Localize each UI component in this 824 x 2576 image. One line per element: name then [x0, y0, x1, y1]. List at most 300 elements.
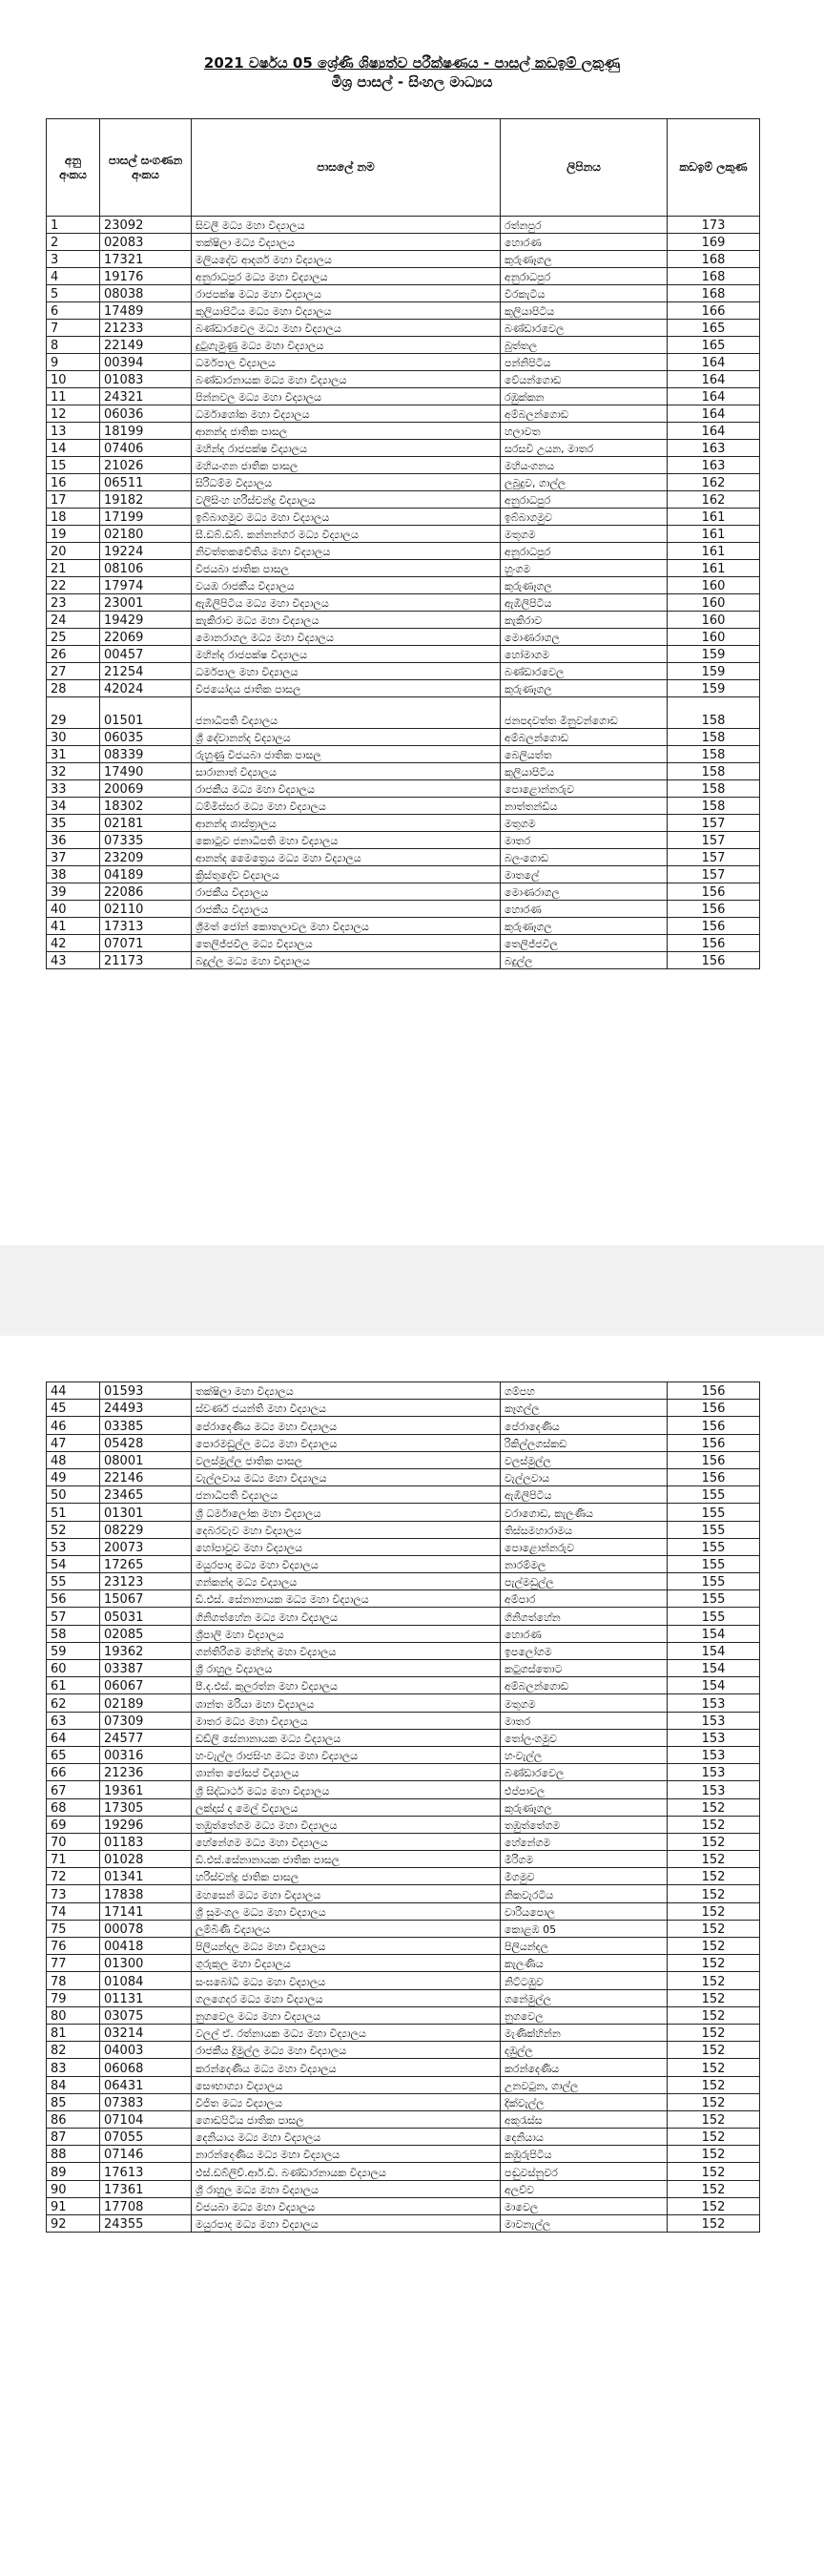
school-name: හේනේගම මධ්‍ය මහා විද්‍යාලය — [192, 1833, 501, 1850]
census-number: 19429 — [100, 612, 192, 629]
table-row — [47, 1746, 760, 1763]
school-name: කරන්දෙණිය මධ්‍ය මහා විද්‍යාලය — [192, 2059, 501, 2076]
cutoff-mark: 152 — [668, 2110, 760, 2128]
cutoff-mark: 152 — [668, 1851, 760, 1868]
school-address: අනුරාධපුර — [501, 491, 668, 509]
school-name: තක්ෂිලා මධ්‍ය විද්‍යාලය — [192, 234, 501, 251]
census-number: 02110 — [100, 901, 192, 918]
school-name: බණ්ඩාරනායක මධ්‍ය මහා විද්‍යාලය — [192, 371, 501, 388]
school-address: තඹුත්තේගම — [501, 1816, 668, 1833]
cutoff-mark: 163 — [668, 440, 760, 457]
school-address: දික්වැල්ල — [501, 2093, 668, 2110]
cutoff-mark: 156 — [668, 952, 760, 969]
table-row — [47, 1938, 760, 1955]
school-address: කරන්දෙණිය — [501, 2059, 668, 2076]
table-row — [47, 1521, 760, 1538]
row-number: 75 — [47, 1920, 100, 1937]
row-number: 34 — [47, 798, 100, 815]
school-address: අනුරාධපුර — [501, 268, 668, 285]
school-name: ධර්මපාල මහා විද්‍යාලය — [192, 663, 501, 680]
cutoff-mark: 164 — [668, 423, 760, 440]
school-name: ආනන්ද ශාස්ත්‍රාලය — [192, 815, 501, 832]
cutoff-mark: 156 — [668, 1468, 760, 1485]
school-name: නිවත්තකචේතිය මහා විද්‍යාලය — [192, 543, 501, 560]
row-number: 17 — [47, 491, 100, 509]
table-row — [47, 2093, 760, 2110]
school-name: ආනන්ද ජාතික පාසල — [192, 423, 501, 440]
school-address: නිකවැරටිය — [501, 1885, 668, 1902]
table-row — [47, 1972, 760, 1989]
census-number: 06036 — [100, 405, 192, 423]
census-number: 00394 — [100, 354, 192, 371]
school-address: නුගවෙල — [501, 2006, 668, 2024]
census-number: 02180 — [100, 526, 192, 543]
school-address: අනුරාධපුර — [501, 543, 668, 560]
school-name: එස්.ඩබ්ලිව්.ආර්.ඩී. බණ්ඩාරනායක විද්‍යාලය — [192, 2163, 501, 2180]
header-address: ලිපිනය — [501, 119, 668, 217]
school-name: තඹුත්තේගම මධ්‍ය මහා විද්‍යාලය — [192, 1816, 501, 1833]
school-name: දෙබරවැව මහා විද්‍යාලය — [192, 1521, 501, 1538]
census-number: 06067 — [100, 1677, 192, 1694]
table-body-page-2 — [47, 1382, 760, 2233]
row-number: 24 — [47, 612, 100, 629]
census-number: 08339 — [100, 746, 192, 763]
row-number: 90 — [47, 2180, 100, 2197]
row-number: 77 — [47, 1955, 100, 1972]
census-number: 20069 — [100, 780, 192, 798]
table-row — [47, 1851, 760, 1868]
school-name: මලියදේව ආදර්ශ මහා විද්‍යාලය — [192, 251, 501, 268]
table-row — [47, 285, 760, 302]
title-line-1: 2021 වර්ෂය 05 ශ්‍රේණි ශිෂ්‍යත්ව පරීක්ෂණය - පාසල් කඩඉම් ලකුණු — [203, 54, 621, 72]
cutoff-mark: 161 — [668, 543, 760, 560]
school-address: අම්බලන්ගොඩ — [501, 405, 668, 423]
table-row — [47, 798, 760, 815]
census-number: 07383 — [100, 2093, 192, 2110]
school-address: පඬුවස්නුවර — [501, 2163, 668, 2180]
school-name: ගුරුකුල මහා විද්‍යාලය — [192, 1955, 501, 1972]
census-number: 01131 — [100, 1989, 192, 2006]
school-address: කැකිරාව — [501, 612, 668, 629]
table-row — [47, 1833, 760, 1850]
school-name: ශාන්ත මරියා මහා විද්‍යාලය — [192, 1694, 501, 1712]
row-number: 88 — [47, 2146, 100, 2163]
school-address: රිකිල්ලගස්කඩ — [501, 1434, 668, 1451]
census-number: 07335 — [100, 832, 192, 849]
school-name: ධර්මපාල විද්‍යාලය — [192, 354, 501, 371]
school-address: බෙලියත්ත — [501, 746, 668, 763]
school-name: ගොඩපිටිය ජාතික පාසල — [192, 2110, 501, 2128]
table-row — [47, 234, 760, 251]
row-number: 43 — [47, 952, 100, 969]
census-number: 02189 — [100, 1694, 192, 1712]
census-number: 02085 — [100, 1625, 192, 1642]
census-number: 07071 — [100, 935, 192, 952]
school-name: ශ්‍රී රාහුල විද්‍යාලය — [192, 1660, 501, 1677]
cutoff-mark: 156 — [668, 883, 760, 901]
cutoff-mark: 153 — [668, 1764, 760, 1781]
row-number: 64 — [47, 1729, 100, 1746]
school-address: දෙනියාය — [501, 2129, 668, 2146]
cutoff-mark: 152 — [668, 2215, 760, 2233]
cutoff-mark: 165 — [668, 320, 760, 337]
cutoff-mark: 156 — [668, 935, 760, 952]
row-number: 41 — [47, 918, 100, 935]
row-number: 27 — [47, 663, 100, 680]
row-number: 16 — [47, 474, 100, 491]
school-address: මීරිගම — [501, 1851, 668, 1868]
table-row — [47, 901, 760, 918]
cutoff-mark: 166 — [668, 302, 760, 320]
row-number: 31 — [47, 746, 100, 763]
table-row — [47, 780, 760, 798]
table-row — [47, 217, 760, 234]
school-address: ගිනිගත්හේන — [501, 1608, 668, 1625]
table-row — [47, 491, 760, 509]
school-name: දුටුගැමුණු මධ්‍ය මහා විද්‍යාලය — [192, 337, 501, 354]
table-row — [47, 2129, 760, 2146]
school-name: මයුරපාද මධ්‍ය මහා විද්‍යාලය — [192, 2215, 501, 2233]
cutoff-mark: 152 — [668, 1989, 760, 2006]
row-number: 44 — [47, 1382, 100, 1400]
row-number: 12 — [47, 405, 100, 423]
row-number: 53 — [47, 1538, 100, 1555]
census-number: 18199 — [100, 423, 192, 440]
census-number: 17321 — [100, 251, 192, 268]
school-name: සිරිධම්ම විද්‍යාලය — [192, 474, 501, 491]
cutoff-mark: 157 — [668, 832, 760, 849]
table-row — [47, 474, 760, 491]
school-address: කුරුණෑගල — [501, 1798, 668, 1816]
table-row — [47, 1451, 760, 1468]
row-number: 85 — [47, 2093, 100, 2110]
school-name: ඉබ්බාගමුව මධ්‍ය මහා විද්‍යාලය — [192, 509, 501, 526]
cutoff-mark: 162 — [668, 474, 760, 491]
school-name: විජිත මධ්‍ය විද්‍යාලය — [192, 2093, 501, 2110]
census-number: 17313 — [100, 918, 192, 935]
table-row — [47, 1920, 760, 1937]
school-address: තෙලිජ්ජවිල — [501, 935, 668, 952]
table-row — [47, 2059, 760, 2076]
school-name: ඩී.එස්. සේනානායක මධ්‍ය මහා විද්‍යාලය — [192, 1590, 501, 1608]
cutoff-mark: 156 — [668, 1417, 760, 1434]
page-sheet-2 — [0, 1336, 824, 2576]
table-row — [47, 2076, 760, 2093]
school-address: හොරණ — [501, 1625, 668, 1642]
census-number: 01084 — [100, 1972, 192, 1989]
row-number: 2 — [47, 234, 100, 251]
table-row — [47, 457, 760, 474]
row-number: 5 — [47, 285, 100, 302]
school-address: කටුගස්තොට — [501, 1660, 668, 1677]
cutoff-mark: 156 — [668, 918, 760, 935]
school-name: හංවැල්ල රාජසිංහ මධ්‍ය මහා විද්‍යාලය — [192, 1746, 501, 1763]
cutoff-mark: 158 — [668, 697, 760, 729]
cutoff-mark: 160 — [668, 612, 760, 629]
row-number: 47 — [47, 1434, 100, 1451]
census-number: 23001 — [100, 594, 192, 612]
table-row — [47, 543, 760, 560]
school-name: ශ්‍රීමත් ජෝන් කොතලාවල මහා විද්‍යාලය — [192, 918, 501, 935]
row-number: 73 — [47, 1885, 100, 1902]
school-address: බණ්ඩාරවෙල — [501, 1764, 668, 1781]
cutoff-mark: 152 — [668, 2180, 760, 2197]
census-number: 00316 — [100, 1746, 192, 1763]
school-name: ශ්‍රීපාලි මහා විද්‍යාලය — [192, 1625, 501, 1642]
school-name: සාරානාත් විද්‍යාලය — [192, 763, 501, 780]
census-number: 01300 — [100, 1955, 192, 1972]
table-row — [47, 577, 760, 594]
census-number: 23123 — [100, 1573, 192, 1590]
school-address: මොණරාගල — [501, 883, 668, 901]
row-number: 81 — [47, 2024, 100, 2041]
row-number: 49 — [47, 1468, 100, 1485]
cutoff-mark: 154 — [668, 1677, 760, 1694]
row-number: 55 — [47, 1573, 100, 1590]
table-row — [47, 629, 760, 646]
table-row — [47, 1729, 760, 1746]
cutoff-mark: 164 — [668, 354, 760, 371]
school-address: මොණරාගල — [501, 629, 668, 646]
school-name: සංඝබෝධි මධ්‍ය මහා විද්‍යාලය — [192, 1972, 501, 1989]
school-address: නිට්ටඹුව — [501, 1972, 668, 1989]
row-number: 62 — [47, 1694, 100, 1712]
school-name: පින්නවල මධ්‍ය මහා විද්‍යාලය — [192, 388, 501, 405]
census-number: 17265 — [100, 1555, 192, 1572]
census-number: 08001 — [100, 1451, 192, 1468]
cutoff-mark: 152 — [668, 2163, 760, 2180]
census-number: 21236 — [100, 1764, 192, 1781]
census-number: 24321 — [100, 388, 192, 405]
school-name: මොනරාගල මධ්‍ය මහා විද්‍යාලය — [192, 629, 501, 646]
table-row — [47, 2146, 760, 2163]
table-row — [47, 815, 760, 832]
cutoff-mark: 156 — [668, 1451, 760, 1468]
school-name: වැල්ලවාය මධ්‍ය මහා විද්‍යාලය — [192, 1468, 501, 1485]
row-number: 13 — [47, 423, 100, 440]
school-name: සිවලී මධ්‍ය මහා විද්‍යාලය — [192, 217, 501, 234]
school-address: අකුරැස්ස — [501, 2110, 668, 2128]
school-address: පැල්මඩුල්ල — [501, 1573, 668, 1590]
table-row — [47, 1712, 760, 1729]
cutoff-mark: 160 — [668, 629, 760, 646]
cutoff-mark: 152 — [668, 2024, 760, 2041]
school-address: හුංගම — [501, 560, 668, 577]
table-row — [47, 866, 760, 883]
school-address: වලස්මුල්ල — [501, 1451, 668, 1468]
table-row — [47, 268, 760, 285]
school-address: මීගමුව — [501, 1868, 668, 1885]
school-name: පී.ද.එස්. කුලරත්න මහා විද්‍යාලය — [192, 1677, 501, 1694]
school-name: ලුම්බිණි විද්‍යාලය — [192, 1920, 501, 1937]
census-number: 01501 — [100, 697, 192, 729]
cutoff-mark: 168 — [668, 251, 760, 268]
census-number: 04189 — [100, 866, 192, 883]
cutoff-table-page-1 — [46, 118, 760, 969]
cutoff-mark: 159 — [668, 646, 760, 663]
school-address: බණ්ඩාරවෙල — [501, 320, 668, 337]
school-name: දෙනියාය මධ්‍ය මහා විද්‍යාලය — [192, 2129, 501, 2146]
school-name: මහින්ද රාජපක්ෂ විද්‍යාලය — [192, 646, 501, 663]
school-name: පේරාදෙණිය මධ්‍ය මහා විද්‍යාලය — [192, 1417, 501, 1434]
school-address: පන්නිපිටිය — [501, 354, 668, 371]
row-number: 26 — [47, 646, 100, 663]
row-number: 89 — [47, 2163, 100, 2180]
table-row — [47, 1868, 760, 1885]
school-address: වීරකැටිය — [501, 285, 668, 302]
cutoff-mark: 159 — [668, 680, 760, 697]
table-row — [47, 2215, 760, 2233]
table-row — [47, 302, 760, 320]
table-row — [47, 1660, 760, 1677]
census-number: 22086 — [100, 883, 192, 901]
school-address: එප්පාවල — [501, 1781, 668, 1798]
cutoff-mark: 152 — [668, 1972, 760, 1989]
cutoff-mark: 152 — [668, 1955, 760, 1972]
school-address: වැල්ලවාය — [501, 1468, 668, 1485]
table-row — [47, 663, 760, 680]
school-name: ශ්‍රී දේවානන්ද විද්‍යාලය — [192, 729, 501, 746]
cutoff-mark: 156 — [668, 1434, 760, 1451]
header-school-name: පාසලේ නම — [192, 119, 501, 217]
school-address: මතුගම — [501, 1694, 668, 1712]
cutoff-mark: 160 — [668, 594, 760, 612]
school-address: රත්නපුර — [501, 217, 668, 234]
school-name: ක්‍රිස්තුදේව විද්‍යාලය — [192, 866, 501, 883]
school-address: තිස්සමහාරාමය — [501, 1521, 668, 1538]
school-address: පොළොන්නරුව — [501, 780, 668, 798]
cutoff-mark: 158 — [668, 763, 760, 780]
school-address: වරාගොඩ, කැලණිය — [501, 1504, 668, 1521]
cutoff-mark: 155 — [668, 1521, 760, 1538]
census-number: 21233 — [100, 320, 192, 337]
table-row — [47, 1382, 760, 1400]
row-number: 1 — [47, 217, 100, 234]
cutoff-mark: 155 — [668, 1486, 760, 1504]
census-number: 42024 — [100, 680, 192, 697]
cutoff-mark: 162 — [668, 491, 760, 509]
school-address: මතුගම — [501, 526, 668, 543]
school-address: ඉපලෝගම — [501, 1642, 668, 1659]
cutoff-mark: 157 — [668, 815, 760, 832]
school-name: පිලියන්දල මධ්‍ය මහා විද්‍යාලය — [192, 1938, 501, 1955]
row-number: 70 — [47, 1833, 100, 1850]
census-number: 06068 — [100, 2059, 192, 2076]
census-number: 24493 — [100, 1400, 192, 1417]
row-number: 42 — [47, 935, 100, 952]
census-number: 19361 — [100, 1781, 192, 1798]
table-row — [47, 935, 760, 952]
school-name: විජයබා ජාතික පාසල — [192, 560, 501, 577]
cutoff-mark: 158 — [668, 729, 760, 746]
cutoff-mark: 158 — [668, 780, 760, 798]
census-number: 08038 — [100, 285, 192, 302]
cutoff-mark: 161 — [668, 560, 760, 577]
cutoff-mark: 152 — [668, 1868, 760, 1885]
school-address: දඹුල්ල — [501, 2042, 668, 2059]
row-number: 28 — [47, 680, 100, 697]
row-number: 38 — [47, 866, 100, 883]
school-name: ලක්දාස් ද මෙල් විද්‍යාලය — [192, 1798, 501, 1816]
school-name: මයුරපාද මධ්‍ය මහා විද්‍යාලය — [192, 1555, 501, 1572]
school-name: රාජකීය විද්‍යාලය — [192, 901, 501, 918]
census-number: 19182 — [100, 491, 192, 509]
census-number: 21026 — [100, 457, 192, 474]
school-name: නුගවෙල මධ්‍ය මහා විද්‍යාලය — [192, 2006, 501, 2024]
table-row — [47, 2180, 760, 2197]
school-name: ශ්‍රී ධර්මාලෝක මහා විද්‍යාලය — [192, 1504, 501, 1521]
row-number: 79 — [47, 1989, 100, 2006]
school-address: මාතර — [501, 1712, 668, 1729]
table-row — [47, 1608, 760, 1625]
table-row — [47, 2006, 760, 2024]
census-number: 23209 — [100, 849, 192, 866]
school-address: හොරණ — [501, 234, 668, 251]
row-number: 82 — [47, 2042, 100, 2059]
table-row — [47, 832, 760, 849]
row-number: 9 — [47, 354, 100, 371]
school-name: රාජපක්ෂ මධ්‍ය මහා විද්‍යාලය — [192, 285, 501, 302]
school-name: ශාන්ත ජෝසප් විද්‍යාලය — [192, 1764, 501, 1781]
school-address: වාරියපොල — [501, 1902, 668, 1920]
school-name: ගලගෙදර මධ්‍ය මහා විද්‍යාලය — [192, 1989, 501, 2006]
cutoff-mark: 165 — [668, 337, 760, 354]
school-name: මාතර මධ්‍ය මහා විද්‍යාලය — [192, 1712, 501, 1729]
school-name: ගන්තිරිගම මහින්ද මහා විද්‍යාලය — [192, 1642, 501, 1659]
school-address: කුරුණෑගල — [501, 577, 668, 594]
cutoff-mark: 164 — [668, 405, 760, 423]
table-row — [47, 1989, 760, 2006]
table-row — [47, 646, 760, 663]
school-address: ඉබ්බාගමුව — [501, 509, 668, 526]
table-row — [47, 320, 760, 337]
school-address: මාවෙල — [501, 2197, 668, 2214]
row-number: 33 — [47, 780, 100, 798]
school-address: තෝලංගමුව — [501, 1729, 668, 1746]
row-number: 40 — [47, 901, 100, 918]
school-address: අම්පාර — [501, 1590, 668, 1608]
school-name: ඩඩ්ලි සේනානායක මධ්‍ය විද්‍යාලය — [192, 1729, 501, 1746]
census-number: 19362 — [100, 1642, 192, 1659]
cutoff-mark: 152 — [668, 2059, 760, 2076]
school-name: වලල් ඒ. රත්නායක මධ්‍ය මහා විද්‍යාලය — [192, 2024, 501, 2041]
cutoff-mark: 163 — [668, 457, 760, 474]
cutoff-mark: 155 — [668, 1555, 760, 1572]
row-number: 50 — [47, 1486, 100, 1504]
header-census-no: පාසල් සංගණන අංකය — [100, 119, 192, 217]
school-name: වයඹ රාජකීය විද්‍යාලය — [192, 577, 501, 594]
row-number: 60 — [47, 1660, 100, 1677]
census-number: 01028 — [100, 1851, 192, 1868]
census-number: 20073 — [100, 1538, 192, 1555]
school-name: තෙලිජ්ජවිල මධ්‍ය විද්‍යාලය — [192, 935, 501, 952]
table-row — [47, 1642, 760, 1659]
cutoff-mark: 168 — [668, 268, 760, 285]
row-number: 6 — [47, 302, 100, 320]
table-row — [47, 1590, 760, 1608]
school-name: ජනාධිපති විද්‍යාලය — [192, 697, 501, 729]
census-number: 17708 — [100, 2197, 192, 2214]
row-number: 37 — [47, 849, 100, 866]
cutoff-mark: 173 — [668, 217, 760, 234]
school-address: වේයන්ගොඩ — [501, 371, 668, 388]
cutoff-mark: 158 — [668, 798, 760, 815]
row-number: 67 — [47, 1781, 100, 1798]
cutoff-table-page-2 — [46, 1381, 760, 2233]
table-row — [47, 883, 760, 901]
census-number: 05428 — [100, 1434, 192, 1451]
cutoff-mark: 155 — [668, 1590, 760, 1608]
